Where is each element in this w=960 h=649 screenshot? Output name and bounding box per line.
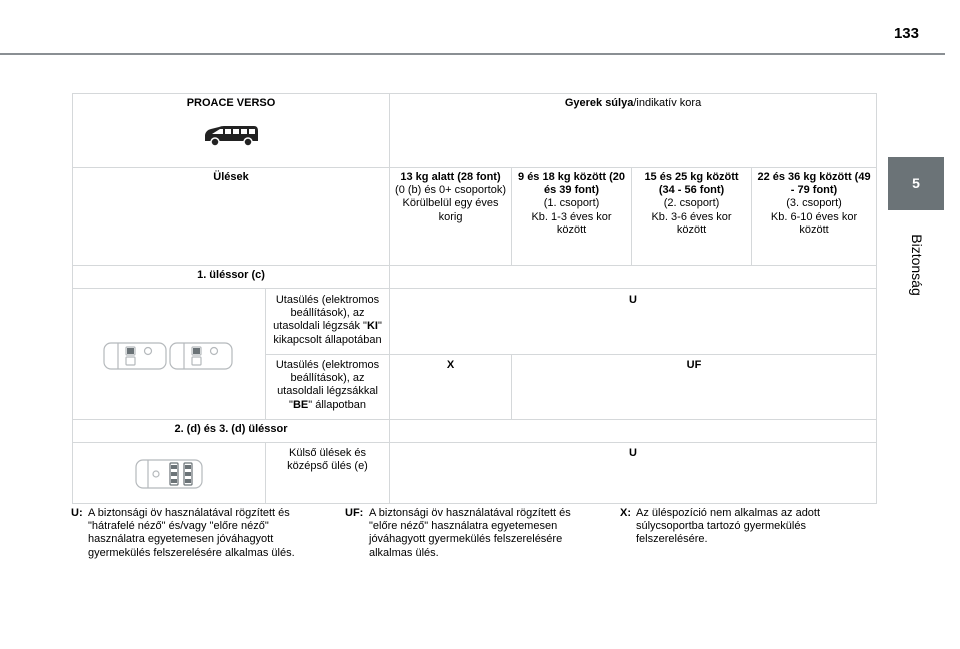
age-range: Kb. 6-10 éves kor között	[770, 210, 858, 236]
legend-key: UF:	[345, 507, 364, 519]
value-row1-a: U	[390, 289, 877, 355]
value-row1-b-first: X	[390, 355, 512, 420]
weight-group-2	[632, 168, 752, 266]
legend-text: A biztonsági öv használatával rögzített és "hátrafelé néző" és/vagy "előre néző" használatra egyetemesen jóváhagyott gyermekülés felszerelésére alkalmas ülés.	[88, 507, 295, 559]
weight-range: 9 és 18 kg között (20 és 39 font)	[518, 171, 626, 197]
age-range: Kb. 1-3 éves kor között	[531, 210, 612, 236]
vehicle-name: PROACE VERSO	[186, 97, 276, 109]
rear-seat-icon-cell	[73, 443, 266, 504]
row2-section-label: 2. (d) és 3. (d) üléssor	[73, 420, 390, 443]
weight-header-cell	[390, 94, 877, 168]
chapter-label: Biztonság	[909, 234, 925, 296]
seat-row1-passenger-on	[266, 355, 390, 420]
group-name: (0 (b) és 0+ csoportok)	[395, 184, 506, 197]
weight-range: 13 kg alatt (28 font)	[400, 171, 501, 183]
child-seat-table	[72, 93, 876, 499]
age-range: Körülbelül egy éves korig	[402, 197, 499, 223]
seat-row2-outer-center: Külső ülések és középső ülés (e)	[266, 443, 390, 504]
legend-text: Az üléspozíció nem alkalmas az adott súlycsoportba tartozó gyermekülés felszerelésére.	[636, 507, 821, 546]
seat-label-pre: Utasülés (elektromos beállítások), az utasoldali légzsák "	[273, 294, 380, 333]
weight-range: 15 és 25 kg között (34 - 56 font)	[644, 171, 739, 197]
seat-label-post: " állapotban	[308, 398, 366, 411]
page-number: 133	[893, 25, 919, 42]
airbag-state: KI	[366, 320, 378, 333]
value-row1-b-rest: UF	[512, 355, 877, 420]
row1-section-label: 1. üléssor (c)	[73, 266, 390, 289]
chapter-tab[interactable]: 5	[888, 157, 944, 210]
weight-group-0	[390, 168, 512, 266]
group-name: (1. csoport)	[543, 197, 600, 210]
weight-header-bold: Gyerek súlya	[564, 97, 634, 109]
group-name: (2. csoport)	[663, 197, 720, 210]
weight-group-1	[512, 168, 632, 266]
weight-range: 22 és 36 kg között (49 - 79 font)	[757, 171, 871, 197]
group-name: (3. csoport)	[786, 197, 842, 210]
row2-section-empty	[390, 420, 877, 443]
van-icon	[202, 124, 260, 148]
airbag-state: BE	[292, 398, 309, 411]
value-row2: U	[390, 443, 877, 504]
legend-text: A biztonsági öv használatával rögzített és "előre néző" használatra egyetemesen jóváhagyott gyermekülés felszerelésére alkalmas ülés.	[369, 507, 571, 559]
age-range: Kb. 3-6 éves kor között	[651, 210, 732, 236]
weight-header-rest: /indikatív kora	[633, 97, 702, 109]
vehicle-header-cell	[73, 94, 390, 168]
legend-key: X:	[620, 507, 631, 519]
front-seat-icon-cell	[73, 289, 266, 420]
seats-label: Ülések	[73, 168, 390, 266]
weight-group-3	[752, 168, 877, 266]
seat-label-post: " kikapcsolt állapotában	[273, 320, 382, 346]
row1-section-empty	[390, 266, 877, 289]
front-seat-passenger-icon	[102, 341, 236, 371]
rear-seats-icon	[134, 458, 204, 490]
top-rule	[0, 53, 945, 55]
seat-label-pre: Utasülés (elektromos beállítások), az utasoldali légzsákkal "	[275, 359, 380, 411]
seat-row1-passenger-off	[266, 289, 390, 355]
legend-key: U:	[71, 507, 83, 519]
